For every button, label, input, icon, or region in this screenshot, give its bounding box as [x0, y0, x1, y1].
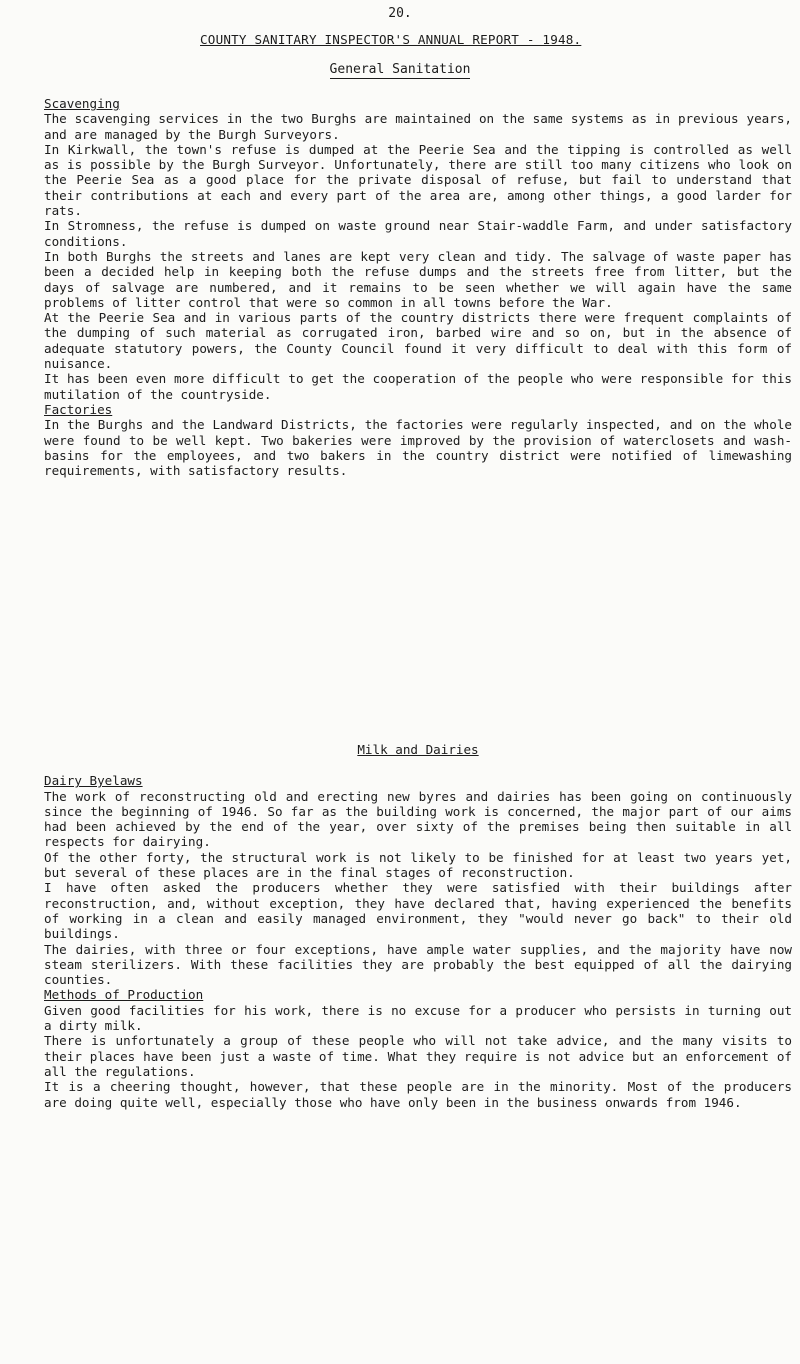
dairy-para-2: Of the other forty, the structural work is not likely to be finished for at least two years yet, but several of these places are in the final stages of reconstruction.: [44, 849, 792, 881]
scavenging-para-6: It has been even more difficult to get the cooperation of the people who were responsible for this mutilation of the countryside.: [44, 371, 792, 402]
scavenging-para-4: In both Burghs the streets and lanes are kept very clean and tidy. The salvage of waste paper has been a decided help in keeping both the refuse dumps and the streets free from litter, but the days of salvage are numbered, and it remains to be seen whether we will again have the same problems of litter control that were so common in all towns before the War.: [44, 248, 792, 310]
methods-heading: Methods of Production: [44, 987, 204, 1003]
section-title-text: General Sanitation: [329, 62, 471, 77]
dairy-para-1: The work of reconstructing old and erecting new byres and dairies has been going on continuously since the beginning of 1946. So far as the building work is concerned, the major part of our aims had been achieved by the end of the year, over sixty of the premises being then suitable in all respects for dairying.: [44, 788, 792, 850]
scavenging-para-5: At the Peerie Sea and in various parts of the country districts there were frequent complaints of the dumping of such material as corrugated iron, barbed wire and so on, but in the absence of adequate statutory powers, the County Council found it very difficult to deal with this form of nuisance.: [44, 310, 792, 372]
section-title: [0, 62, 800, 77]
scavenging-para-2: In Kirkwall, the town's refuse is dumped at the Peerie Sea and the tipping is controlled as well as is possible by the Burgh Surveyor. Unfortunately, there are still too many citizens who look on the Peerie Sea as a good place for the private disposal of refuse, but fail to understand that their contributions at each and every part of the area are, among other things, a good larder for rats.: [44, 141, 792, 219]
scavenging-heading: Scavenging: [44, 96, 120, 111]
milk-section: [44, 742, 792, 1110]
scavenging-para-1: The scavenging services in the two Burghs are maintained on the same systems as in previous years, and are managed by the Burgh Surveyors.: [44, 111, 792, 142]
methods-para-2: There is unfortunately a group of these people who will not take advice, and the many visits to their places have been just a waste of time. What they require is not advice but an enforcement of all the regulations.: [44, 1033, 792, 1079]
page-number: 20.: [388, 6, 412, 21]
scavenging-section: [44, 96, 792, 478]
factories-heading: Factories: [44, 401, 113, 417]
dairy-byelaws-heading: Dairy Byelaws: [44, 773, 143, 789]
milk-heading: Milk and Dairies: [357, 742, 479, 757]
factories-para-1: In the Burghs and the Landward Districts, the factories were regularly inspected, and on the whole were found to be well kept. Two bakeries were improved by the provision of waterclosets and wash-basins for the employees, and two bakers in the country district were notified of limewashing requirements, with satisfactory results.: [44, 417, 792, 479]
scavenging-para-3: In Stromness, the refuse is dumped on waste ground near Stair-waddle Farm, and under satisfactory conditions.: [44, 218, 792, 249]
methods-para-3: It is a cheering thought, however, that these people are in the minority. Most of the producers are doing quite well, especially those who have only been in the business onwards from 1946.: [44, 1079, 792, 1110]
dairy-para-4: The dairies, with three or four exceptions, have ample water supplies, and the majority have now steam sterilizers. With these facilities they are probably the best equipped of all the dairying counties.: [44, 941, 792, 988]
milk-heading-wrap: [44, 742, 792, 757]
running-head: COUNTY SANITARY INSPECTOR'S ANNUAL REPORT - 1948.: [200, 32, 582, 47]
methods-para-1: Given good facilities for his work, there is no excuse for a producer who persists in turning out a dirty milk.: [44, 1002, 792, 1034]
dairy-para-3: I have often asked the producers whether they were satisfied with their buildings after reconstruction, and, without exception, they have declared that, having experienced the benefits of working in a clean and easily managed environment, they "would never go back" to their old buildings.: [44, 880, 792, 942]
